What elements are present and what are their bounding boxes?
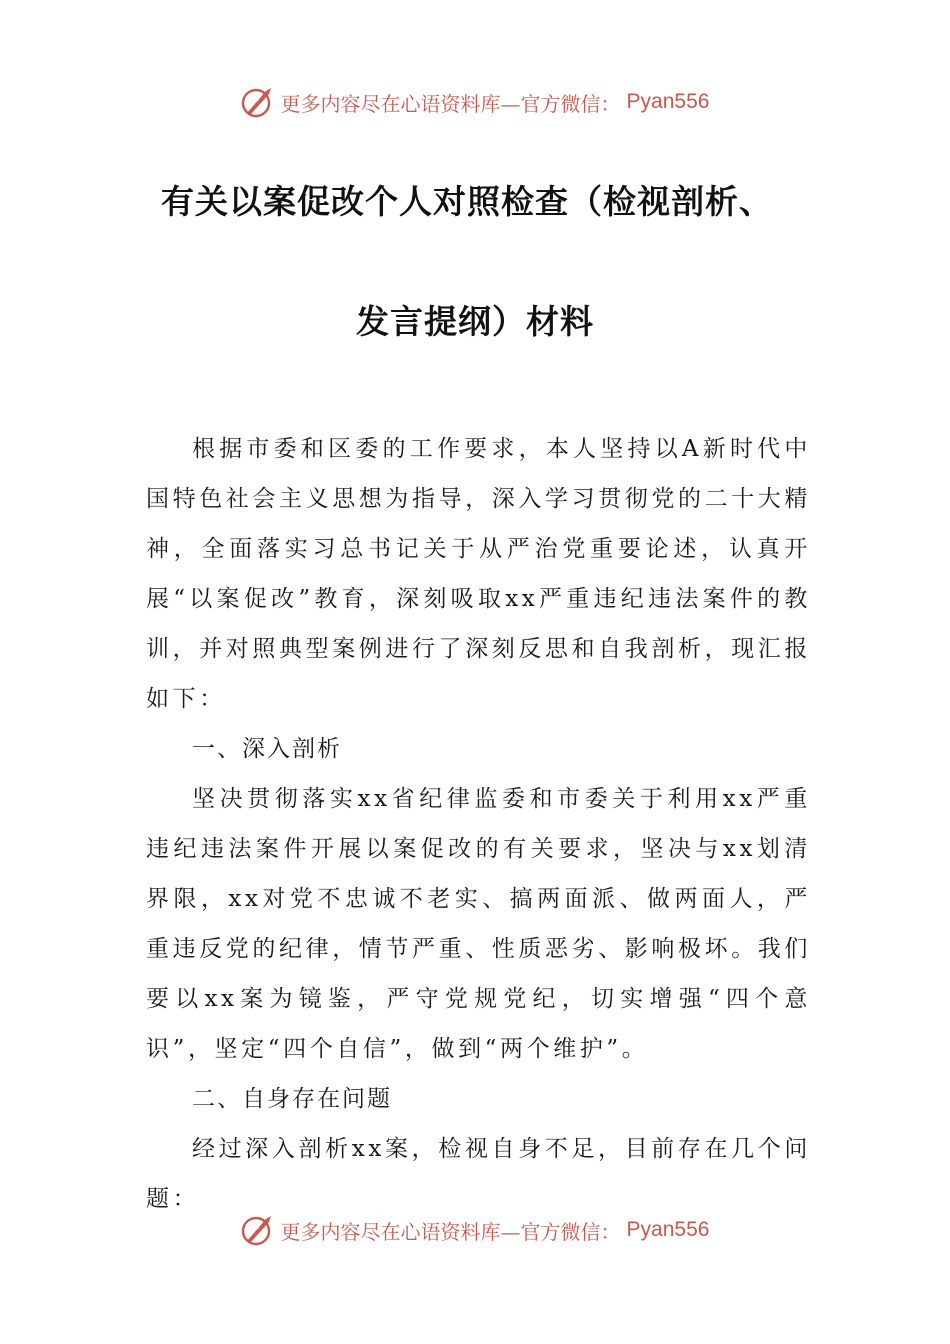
paragraph-intro: 根据市委和区委的工作要求，本人坚持以A新时代中国特色社会主义思想为指导，深入学习贯彻党的二十大精神，全面落实习总书记关于从严治党重要论述，认真开展“以案促改”教育，深刻吸取xx严重违纪违法案件的教训，并对照典型案例进行了深刻反思和自我剖析，现汇报如下：	[146, 436, 811, 712]
document-body	[146, 424, 811, 1224]
quill-logo-icon	[241, 85, 275, 119]
banner-text: 更多内容尽在心语资料库—官方微信：	[280, 1219, 621, 1244]
banner-wechat-id: Pyan556	[626, 1218, 710, 1241]
document-title-line-2: 发言提纲）材料	[356, 302, 594, 341]
paragraph-analysis: 坚决贯彻落实xx省纪律监委和市委关于利用xx严重违纪违法案件开展以案促改的有关要求，坚决与xx划清界限，xx对党不忠诚不老实、搞两面派、做两面人，严重违反党的纪律，情节严重、性质恶劣、影响极坏。我们要以xx案为镜鉴，严守党规党纪，切实增强“四个意识”，坚定“四个自信”，做到“两个维护”。	[146, 786, 811, 1062]
paragraph-problems: 经过深入剖析xx案，检视自身不足，目前存在几个问题：	[146, 1136, 811, 1212]
banner-wechat-id: Pyan556	[626, 90, 710, 113]
section-heading-2: 二、自身存在问题	[192, 1086, 392, 1112]
document-title-line-1: 有关以案促改个人对照检查（检视剖析、	[161, 182, 773, 221]
quill-logo-icon	[241, 1213, 275, 1247]
banner-text: 更多内容尽在心语资料库—官方微信：	[280, 91, 621, 116]
footer-banner	[0, 1208, 950, 1252]
section-heading-1: 一、深入剖析	[192, 736, 342, 762]
header-banner	[0, 80, 950, 124]
